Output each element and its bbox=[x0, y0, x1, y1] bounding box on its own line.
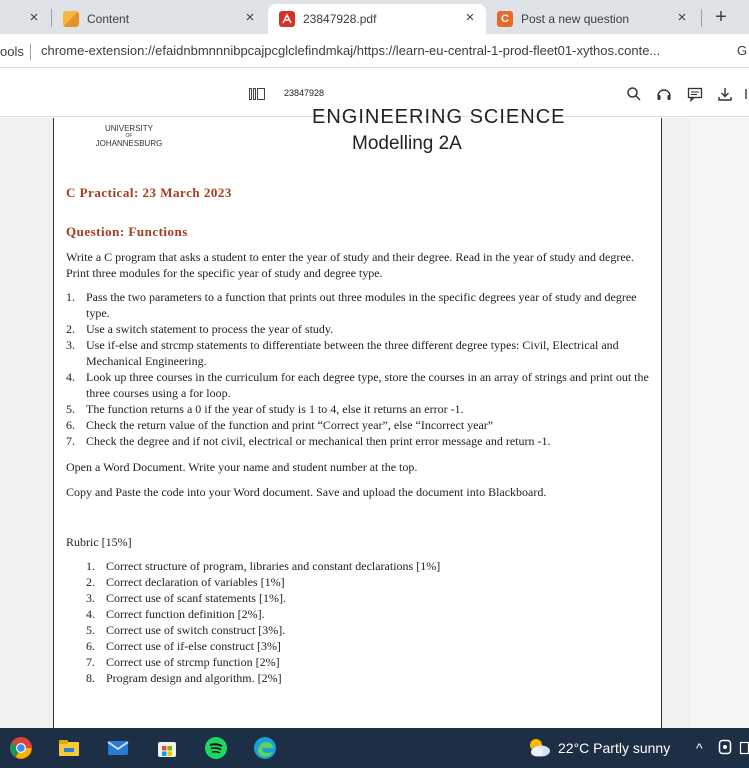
comment-icon[interactable] bbox=[687, 86, 703, 102]
list-item: 7. Correct use of strcmp function [2%] bbox=[86, 655, 280, 669]
logo-line: UNIVERSITY bbox=[104, 124, 153, 133]
store-icon[interactable] bbox=[155, 736, 179, 760]
url-field[interactable]: chrome-extension://efaidnbmnnnibpcajpcglclefindmkaj/https://learn-eu-central-1-prod-fleet01-xythos.conte... bbox=[41, 43, 661, 58]
tab-label: Post a new question bbox=[521, 12, 630, 26]
tab-partial[interactable] bbox=[0, 4, 50, 34]
extension-fragment[interactable]: G bbox=[737, 43, 748, 58]
read-aloud-icon[interactable] bbox=[656, 86, 672, 102]
weather-text[interactable]: 22°C Partly sunny bbox=[558, 740, 671, 756]
bookmark-fragment[interactable]: ools bbox=[0, 44, 24, 59]
right-panel bbox=[689, 118, 749, 728]
tab-pdf[interactable] bbox=[268, 4, 486, 34]
chevron-up-icon[interactable]: ^ bbox=[696, 740, 703, 756]
tab-label: 23847928.pdf bbox=[303, 12, 377, 26]
close-icon[interactable]: × bbox=[29, 9, 39, 26]
pdf-page bbox=[53, 106, 662, 758]
tab-post-question[interactable] bbox=[488, 4, 698, 34]
divider bbox=[30, 44, 31, 60]
partly-sunny-icon[interactable] bbox=[526, 736, 552, 760]
close-icon[interactable]: × bbox=[465, 9, 475, 26]
practical-heading: C Practical: 23 March 2023 bbox=[66, 185, 232, 200]
steps-list bbox=[66, 289, 651, 449]
question-heading: Question: Functions bbox=[66, 224, 188, 239]
list-item: 3. Use if-else and strcmp statements to differentiate between the three different degree types: Civil, Electrical and Mechanical Engineering. bbox=[66, 338, 619, 368]
chrome-icon[interactable] bbox=[9, 736, 33, 760]
taskbar bbox=[0, 728, 749, 768]
search-icon[interactable] bbox=[626, 86, 642, 102]
list-item: 6. Correct use of if-else construct [3%] bbox=[86, 639, 281, 653]
content-favicon-icon bbox=[63, 11, 79, 27]
edge-icon[interactable] bbox=[253, 736, 277, 760]
list-item: 2. Correct declaration of variables [1%] bbox=[86, 575, 285, 589]
list-item: 2. Use a switch statement to process the year of study. bbox=[66, 322, 334, 336]
cut-off-heading: ENGINEERING SCIENCE bbox=[312, 106, 566, 128]
tab-separator bbox=[51, 9, 52, 27]
address-bar bbox=[0, 34, 749, 68]
list-item: 1. Correct structure of program, libraries and constant declarations [1%] bbox=[86, 559, 441, 573]
list-item: 4. Correct function definition [2%]. bbox=[86, 607, 265, 621]
logo-line: JOHANNESBURG bbox=[95, 139, 163, 148]
tab-label: Content bbox=[87, 12, 130, 26]
logo-line: OF bbox=[125, 133, 133, 139]
file-explorer-icon[interactable] bbox=[57, 736, 81, 760]
chegg-favicon-icon: C bbox=[497, 11, 513, 27]
new-tab-button[interactable]: + bbox=[715, 6, 727, 28]
list-item: 4. Look up three courses in the curriculum for each degree type, store the courses in an array of strings and print out the three courses using a for loop. bbox=[66, 370, 649, 400]
list-item: 7. Check the degree and if not civil, electrical or mechanical then print error message and return -1. bbox=[66, 434, 551, 448]
rubric-list bbox=[86, 558, 646, 686]
list-item: 5. Correct use of switch construct [3%]. bbox=[86, 623, 286, 637]
tab-content[interactable] bbox=[56, 4, 266, 34]
mail-icon[interactable] bbox=[106, 736, 130, 760]
rubric-heading: Rubric [15%] bbox=[66, 535, 132, 549]
more-icon[interactable] bbox=[743, 86, 749, 102]
meet-now-icon[interactable] bbox=[718, 739, 732, 758]
download-icon[interactable] bbox=[717, 86, 733, 102]
tab-separator bbox=[701, 9, 702, 27]
module-title: Modelling 2A bbox=[352, 133, 462, 154]
list-item: 1. Pass the two parameters to a function that prints out three modules in the specific degrees year of study and degree type. bbox=[66, 290, 637, 320]
pdf-viewer[interactable] bbox=[0, 106, 749, 728]
intro-paragraph: Write a C program that asks a student to enter the year of study and their degree. Read in the year of study and degree. Print three modules for the specific year of study and degree type. bbox=[66, 250, 634, 280]
word-instruction: Open a Word Document. Write your name and student number at the top. bbox=[66, 460, 418, 474]
list-item: 8. Program design and algorithm. [2%] bbox=[86, 671, 282, 685]
upload-instruction: Copy and Paste the code into your Word document. Save and upload the document into Blackboard. bbox=[66, 485, 547, 499]
university-logo bbox=[89, 124, 169, 148]
pages-icon[interactable] bbox=[249, 87, 265, 99]
list-item: 6. Check the return value of the function and print “Correct year”, else “Incorrect year” bbox=[66, 418, 494, 432]
list-item: 3. Correct use of scanf statements [1%]. bbox=[86, 591, 286, 605]
display-icon[interactable] bbox=[740, 741, 749, 757]
close-icon[interactable]: × bbox=[245, 9, 255, 26]
close-icon[interactable]: × bbox=[677, 9, 687, 26]
list-item: 5. The function returns a 0 if the year of study is 1 to 4, else it returns an error -1. bbox=[66, 402, 464, 416]
spotify-icon[interactable] bbox=[204, 736, 228, 760]
tab-strip bbox=[0, 0, 749, 34]
pdf-favicon-icon bbox=[279, 11, 295, 27]
pdf-title: 23847928 bbox=[284, 88, 325, 98]
